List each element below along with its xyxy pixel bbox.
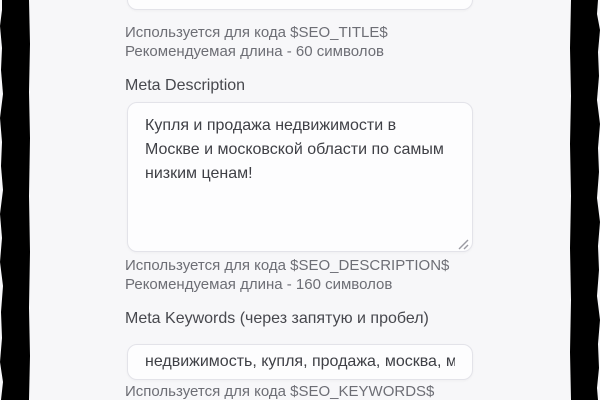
meta-description-helper-length: Рекомендуемая длина - 160 символов [125,276,393,293]
meta-keywords-helper-code: Используется для кода $SEO_KEYWORDS$ [125,383,435,400]
meta-description-helper-code: Используется для кода $SEO_DESCRIPTION$ [125,257,450,274]
meta-keywords-helper [125,382,545,400]
meta-keywords-label: Meta Keywords (через запятую и пробел) [125,310,429,327]
meta-title-helper [125,23,545,61]
meta-title-helper-code: Используется для кода $SEO_TITLE$ [125,24,388,41]
meta-keywords-input[interactable] [127,344,473,380]
meta-title-input[interactable] [127,0,473,10]
torn-edge-left [0,0,32,400]
meta-description-textarea[interactable] [127,102,473,252]
meta-description-helper [125,256,545,294]
meta-description-label: Meta Description [125,77,246,94]
torn-edge-right [568,0,600,400]
meta-title-helper-length: Рекомендуемая длина - 60 символов [125,43,384,60]
